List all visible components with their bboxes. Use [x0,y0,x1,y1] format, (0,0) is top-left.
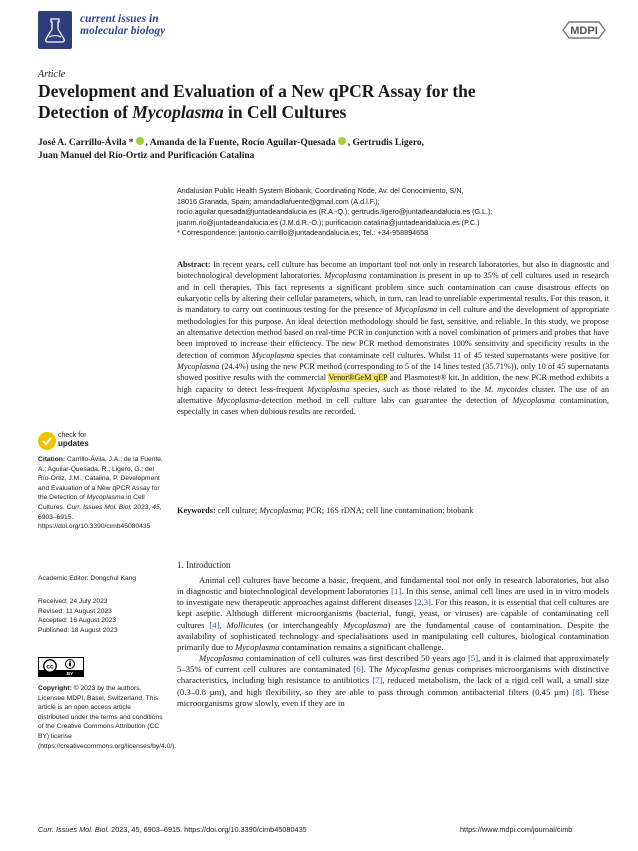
paragraph [177,575,609,653]
abstract-text: species that contaminate cell cultures. Whilst 11 of 45 tested supernatants were positive for [294,350,609,360]
abstract-italic: Mycoplasma [394,305,438,315]
body-text: (or interchangeably [263,619,344,630]
cc-by-license-badge[interactable] [38,657,84,677]
highlighted-text: Venor®GeM qEP [328,373,388,383]
abstract-italic: Mycoplasma [307,384,350,394]
orcid-icon[interactable] [136,137,144,145]
reference-link[interactable]: [4] [209,619,220,630]
title-italic: Mycoplasma [132,102,224,122]
journal-name [80,13,165,37]
journal-name-line2: molecular biology [80,25,166,37]
body-text: Animal cell cultures have become a basic, frequent, and fundamental tool not only in research laboratories, but also in diagnostic and biotechnological development laboratories [177,575,609,597]
affiliation-line: 18016 Granada, Spain; amandadlafuente@gmail.com (A.d.l.F.); [177,196,380,206]
title-line1: Development and Evaluation of a New qPCR Assay for the [38,81,476,101]
check-for-updates-icon[interactable] [38,432,56,450]
body-text: contamination remains a significant challenge. [279,641,444,652]
abstract-text: contamination, especially in cases when dubious results are recorded. [177,396,609,417]
check-line1: check for [58,432,87,439]
abstract-text: contamination is present in up to 35% of cell cultures used in research and in cell therapies. This fact represents a significant problem since such contamination can cause disastrous effects on eukaryotic cells by altering their cellular parameters, which, in turn, can lead to unreliable experimental results. For this reason, it is mandatory to carry out continuous testing for the presence of [177,271,610,315]
abstract-text: In recent years, cell culture has become an important tool not only in research laboratories, but also in diagnostic and biotechnological development laboratories. [177,260,609,281]
abstract [177,259,609,418]
reference-link[interactable]: [2,3] [414,597,431,608]
body-text: . These microorganisms grow slowly, even if they are in [177,686,609,708]
reference-link[interactable]: [5] [467,653,479,664]
abstract-italic: Mycoplasma [177,362,220,372]
author-list [38,137,608,163]
publisher-name: MDPI [570,25,598,37]
citation-label: Citation: [38,456,66,463]
abstract-italic: Mycoplasma [512,396,555,406]
citation-block [38,455,163,532]
body-italic: Mycoplasma [199,653,244,664]
reference-link[interactable]: [8] [572,686,583,697]
date-published: Published: 18 August 2023 [38,626,118,634]
body-italic: Mycoplasma [235,641,280,652]
affiliations [177,186,607,239]
citation-text: Carrillo-Ávila, J.A.; de la Fuente, A.; Aguilar-Quesada, R.; Ligero, G.; del Río-Ortiz, J.M.; Catalina, P. Development and Evaluation of a New qPCR Assay for the Detection of [38,456,163,502]
body-text: ) are the fundamental cause of contamination. Despite the availability of sophisticated technology and specialisations used in manipulating cell cultures, biological contamination primarily due to [177,619,610,652]
abstract-text: (24.4%) using the new PCR method (corresponding to 5 of the 14 lines tested (35.71%)), only 10 of 45 supernatants showed positive results with the commercial [177,362,609,383]
citation-text: in Cell Cultures. [38,494,145,511]
copyright-label: Copyright: [38,685,72,692]
keyword: ; PCR; 16S rDNA; cell line contamination; biobank [301,506,474,515]
abstract-italic: Mycoplasma [251,350,295,360]
author: , Amanda de la Fuente, Rocío Aguilar-Quesada [145,138,336,148]
abstract-italic: Mycoplasma [216,396,259,406]
paragraph [177,653,609,709]
title-part: Detection of [38,102,133,122]
footer-journal-url[interactable]: https://www.mdpi.com/journal/cimb [460,825,573,834]
date-accepted: Accepted: 16 August 2023 [38,617,117,625]
citation-text: 2023, [131,503,153,511]
body-text: . In this sense, animal cell lines are used in in vitro models to investigate new therapeutic approaches against different diseases [177,586,609,608]
copyright-text: © 2023 by the authors. Licensee MDPI, Basel, Switzerland. This article is an open access article distributed under the terms and conditions of the Creative Commons Attribution (CC BY) license (https://creativecommons.org/licenses/by/4.0/). [38,685,177,750]
flask-icon [38,11,72,49]
body-italic: Mycoplasma [343,619,388,630]
copyright-notice [38,684,177,751]
abstract-italic: Mycoplasma [324,271,367,281]
body-italic: Mycoplasma [385,664,430,675]
orcid-icon[interactable] [338,137,346,145]
footer-journal: Curr. Issues Mol. Biol. [38,825,110,834]
article-type: Article [38,69,66,80]
abstract-italic: M. mycoides [484,384,529,394]
body-text: genus comprises microorganisms with distinctive characteristics, including high resistance to antibiotics [177,664,610,686]
affiliation-line: Andalusian Public Health System Biobank, Coordinating Node, Av. del Conocimiento, S/N, [177,186,464,195]
dates [38,597,163,635]
keyword: Mycoplasma [259,506,302,515]
author: Juan Manuel del Río-Ortiz and Purificación Catalina [38,151,255,161]
abstract-text: in cell culture and the development of appropriate methodologies for this purpose. An ideal detection methodology should be fast, sensitive, and reliable. In this study, we propose an alternative detection method based on real-time PCR in conjunction with a novel combination of primers and probes that have been improved to increase their efficiency. The new PCR method demonstrates 100% sensitivity and specificity results in the detection of common [177,305,610,360]
keywords-label: Keywords: [177,506,216,515]
body-text: . For this reason, it is essential that cell cultures are kept aseptic. Although different microorganisms (bacterial, fungi, yeast, or viruses) are capable of contaminating cell cultures [177,597,609,630]
abstract-label: Abstract: [177,260,211,269]
affiliation-line: juanm.rio@juntadeandalucia.es (J.M.d.R.-O.); purificacion.catalina@juntadeandalucia.es (P.C.) [177,217,480,227]
abstract-text: cluster. The use of an alternative [177,384,610,406]
abstract-text: species, such as those related to the [349,384,485,394]
check-line2: updates [58,439,89,448]
cc-text: cc [46,663,54,671]
journal-name-line1: current issues in [80,13,159,25]
citation-volume: 45 [152,503,160,511]
body-text: , [219,619,227,630]
body-text: . The [363,664,386,675]
body-text: contamination of cell cultures was first described 50 years ago [243,653,468,664]
journal-logo [38,11,72,49]
body-italic: Mollicutes [226,619,264,630]
author: , Gertrudis Ligero, [347,138,425,148]
body-text: , and it is claimed that approximately 5–35% of current cell cultures are contaminated [177,653,609,675]
date-revised: Revised: 11 August 2023 [38,607,112,615]
title-part: in Cell Cultures [223,102,347,122]
reference-link[interactable]: [1] [391,586,402,597]
date-received: Received: 24 July 2023 [38,598,108,605]
footer-citation [38,825,307,834]
correspondence-line: * Correspondence: jantonio.carrillo@juntadeandalucia.es; Tel.: +34-958894658 [177,228,429,237]
affiliation-line: rocio.aguilar.quesada@juntadeandalucia.es (R.A.-Q.); gertrudis.ligero@juntadeandalucia.es (G.L.); [177,207,493,216]
by-text: BY [66,672,74,676]
keyword: cell culture; [215,506,260,515]
author: José A. Carrillo-Ávila * [38,138,134,148]
mdpi-logo [560,19,608,41]
reference-link[interactable]: [6] [353,664,364,675]
keywords [177,505,609,516]
citation-journal: Curr. Issues Mol. Biol. [66,503,132,511]
academic-editor: Academic Editor: Dongchul Kang [38,575,137,582]
citation-italic: Mycoplasma [86,494,125,502]
section-heading: 1. Introduction [177,560,231,570]
reference-link[interactable]: [7] [372,675,383,686]
introduction-body [177,575,609,709]
check-for-updates-link[interactable] [58,432,89,448]
citation-text: , 6903–6915. https://doi.org/10.3390/cimb45080435 [38,503,162,531]
abstract-text: -detection method in cell culture labs can guarantee the detection of [258,396,513,406]
body-text: , reduced metabolism, the lack of a rigid cell wall, a small size (0.3–0.8 µm), and high flexibility, so they are able to pass through common antibacterial filters (0.45 µm) [177,675,609,697]
footer-doi[interactable]: 2023, 45, 6903–6915. https://doi.org/10.3390/cimb45080435 [109,825,307,834]
abstract-text: and Plasmotest® kit. In addition, the new PCR method exhibits a high capacity to detect less-frequent [177,373,609,394]
article-title [38,81,608,123]
